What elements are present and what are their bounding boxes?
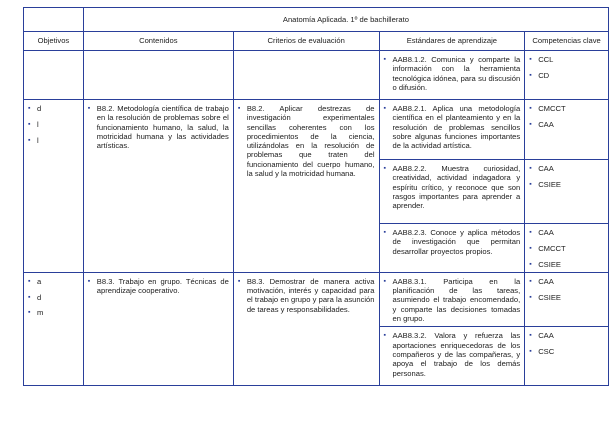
competencia-item: ▪ CMCCT (529, 104, 566, 113)
standard-text: AAB8.3.1. Participa en la planificación de las tareas, asumiendo el trabajo encomendado, y comparte las decisiones tomadas en grupo. (392, 276, 521, 324)
header-objetivos: Objetivos (24, 32, 84, 51)
competencia-item: ▪ CSIEE (529, 259, 561, 269)
bullet-icon: ▪ (383, 277, 386, 285)
bullet-icon: ▪ (28, 293, 31, 301)
bullet-icon: ▪ (383, 105, 386, 112)
objetivos-cell (24, 51, 84, 100)
criterio-cell (233, 51, 379, 100)
header-contenidos: Contenidos (83, 32, 233, 51)
empty-corner-cell (24, 8, 84, 32)
bullet-icon: ▪ (28, 136, 31, 144)
bullet-icon: ▪ (28, 105, 31, 112)
standard-cell (379, 51, 525, 100)
objetivo-item: ▪ l (28, 135, 39, 145)
competencias-cell (525, 160, 609, 224)
competencia-item: ▪ CAA (529, 164, 554, 173)
standard-text: AAB8.2.3. Conoce y aplica métodos de investigación que permitan desarrollar proyectos propios. (392, 228, 521, 256)
criterio-text: B8.3. Demostrar de manera activa motivación, interés y capacidad para el trabajo en grupo y para la asunción de tareas y responsabilidades. (246, 276, 375, 314)
bullet-icon: ▪ (529, 165, 532, 172)
bullet-icon: ▪ (529, 277, 532, 285)
bullet-icon: ▪ (28, 309, 31, 317)
table-title: Anatomía Aplicada. 1º de bachillerato (83, 8, 608, 32)
standard-cell (379, 224, 525, 273)
header-estandares: Estándares de aprendizaje (379, 32, 525, 51)
criterio-text: B8.2. Aplicar destrezas de investigación experimentales sencillas coherentes con los procedimientos de la ciencia, utilizándolas en la resolución de problemas que traten del funcionamiento del cuerpo humano, la salud y la motricidad humana. (246, 104, 375, 179)
competencias-cell (525, 100, 609, 160)
bullet-icon: ▪ (87, 277, 91, 285)
objetivo-item: ▪ a (28, 276, 42, 286)
bullet-icon: ▪ (529, 56, 532, 63)
bullet-icon: ▪ (529, 229, 532, 236)
competencia-item: ▪ CD (529, 70, 550, 80)
standard-cell (379, 327, 525, 386)
contenido-cell (83, 51, 233, 100)
competencias-cell (525, 224, 609, 273)
competencia-item: ▪ CAA (529, 228, 554, 237)
bullet-icon: ▪ (87, 105, 91, 112)
standard-text: AAB8.3.2. Valora y refuerza las aportaciones enriquecedoras de los compañeros y de las compañeras, y apoya el trabajo de los demás personas. (392, 331, 521, 378)
objetivo-item: ▪ m (28, 308, 44, 318)
contenido-text: B8.3. Trabajo en grupo. Técnicas de aprendizaje cooperativo. (96, 276, 229, 296)
bullet-icon: ▪ (529, 180, 532, 188)
objetivos-cell (24, 100, 84, 273)
bullet-icon: ▪ (529, 332, 532, 340)
objetivo-item: ▪ d (28, 104, 42, 113)
contenido-cell (83, 272, 233, 385)
bullet-icon: ▪ (28, 120, 31, 128)
curriculum-table (23, 7, 609, 386)
competencias-cell (525, 272, 609, 326)
bullet-icon: ▪ (383, 165, 386, 172)
bullet-icon: ▪ (529, 260, 532, 268)
contenido-text: B8.2. Metodología científica de trabajo en la resolución de problemas sobre el funcionamiento humano, la salud, la motricidad humana y las actividades artísticas. (96, 104, 229, 151)
contenido-cell (83, 100, 233, 273)
header-competencias: Competencias clave (525, 32, 609, 51)
bullet-icon: ▪ (529, 244, 532, 252)
standard-cell (379, 100, 525, 160)
standard-text: AAB8.2.2. Muestra curiosidad, creatividad, actividad indagadora y espíritu crítico, y reconoce que son rasgos importantes para aprender a aprender. (392, 164, 521, 211)
bullet-icon: ▪ (383, 56, 386, 63)
bullet-icon: ▪ (237, 105, 241, 112)
standard-cell (379, 272, 525, 326)
competencia-item: ▪ CSIEE (529, 179, 561, 189)
objetivos-cell (24, 272, 84, 385)
competencia-item: ▪ CMCCT (529, 243, 566, 253)
competencias-cell (525, 51, 609, 100)
bullet-icon: ▪ (383, 332, 386, 340)
bullet-icon: ▪ (383, 229, 386, 236)
bullet-icon: ▪ (529, 105, 532, 112)
objetivo-item: ▪ d (28, 292, 42, 302)
bullet-icon: ▪ (529, 293, 532, 301)
bullet-icon: ▪ (237, 277, 241, 285)
bullet-icon: ▪ (529, 348, 532, 356)
criterio-cell (233, 272, 379, 385)
bullet-icon: ▪ (529, 120, 532, 128)
header-criterios: Criterios de evaluación (233, 32, 379, 51)
standard-text: AAB8.2.1. Aplica una metodología científica en el planteamiento y en la resolución de problemas sencillos sobre algunas funciones importantes de la actividad artística. (392, 104, 521, 151)
bullet-icon: ▪ (28, 277, 31, 285)
competencia-item: ▪ CAA (529, 331, 554, 341)
standard-text: AAB8.1.2. Comunica y comparte la información con la herramienta tecnológica idónea, para su discusión o difusión. (392, 55, 521, 92)
competencias-cell (525, 327, 609, 386)
bullet-icon: ▪ (529, 71, 532, 79)
competencia-item: ▪ CCL (529, 55, 554, 64)
standard-cell (379, 160, 525, 224)
competencia-item: ▪ CAA (529, 119, 554, 129)
competencia-item: ▪ CSIEE (529, 292, 561, 302)
objetivo-item: ▪ l (28, 119, 39, 129)
competencia-item: ▪ CAA (529, 276, 554, 286)
criterio-cell (233, 100, 379, 273)
competencia-item: ▪ CSC (529, 347, 555, 357)
